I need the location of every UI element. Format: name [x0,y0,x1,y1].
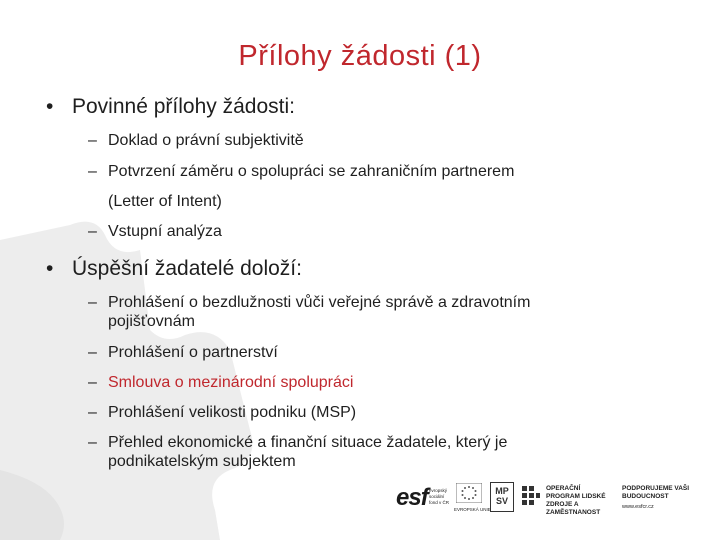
mpsv-logo: MPSV [490,482,514,512]
list-item: – Prohlášení velikosti podniku (MSP) [88,404,357,421]
op-lzz-icon [520,484,542,510]
support-text: PODPORUJEME VAŠI BUDOUCNOST [622,485,690,500]
esf-logo: esf evropský sociální fond v ČR [396,484,450,511]
eu-stars-icon [456,483,482,503]
list-item-highlighted: – Smlouva o mezinárodní spolupráci [88,374,354,391]
op-lzz-text: OPERAČNÍ PROGRAM LIDSKÉ ZDROJE A ZAMĚSTNANOST [546,485,606,516]
bullet-dot: • [46,257,54,280]
list-item: – Prohlášení o partnerství [88,344,278,361]
list-item: – Přehled ekonomické a finanční situace žadatele, který je podnikatelským subjektem [88,434,508,470]
bullet-successful-applicants [46,257,302,281]
section-heading: Úspěšní žadatelé doloží: [72,257,302,280]
list-item: – Doklad o právní subjektivitě [88,132,304,149]
list-item: – Potvrzení záměru o spolupráci se zahraničním partnerem [88,163,515,180]
bullet-required-attachments [46,95,295,119]
bullet-dot: • [46,95,54,118]
list-item: – Vstupní analýza [88,223,222,240]
slide-title: Přílohy žádosti (1) [238,40,482,72]
footer-logos [396,482,696,516]
list-item-continuation: (Letter of Intent) [108,193,222,210]
web-text: www.esfcr.cz [622,504,654,510]
eu-flag-logo: EVROPSKÁ UNIE [454,482,484,516]
list-item: – Prohlášení o bezdlužnosti vůči veřejné správě a zdravotním pojišťovnám [88,294,531,330]
section-heading: Povinné přílohy žádosti: [72,95,295,118]
